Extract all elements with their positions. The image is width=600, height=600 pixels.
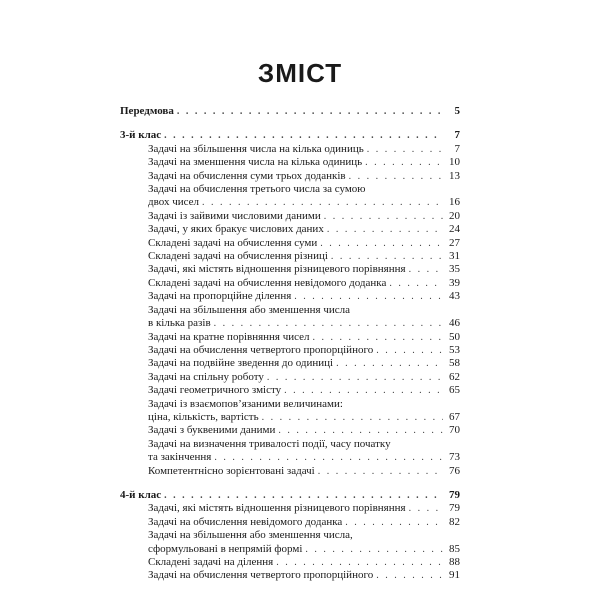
toc-entry-page: 5 (454, 105, 460, 117)
toc-entry-page: 73 (449, 451, 460, 464)
toc-section-grade4[interactable] (120, 489, 460, 502)
dot-leader (278, 424, 443, 437)
toc-entry-line (148, 344, 460, 357)
toc-entry-label: Задачі на обчислення суми трьох доданків (148, 169, 346, 182)
toc-entry-line (148, 143, 460, 156)
toc-entry-label: Задачі на визначення тривалості події, часу початку (148, 437, 391, 450)
toc-entry[interactable] (120, 384, 460, 397)
dot-leader (164, 129, 443, 142)
dot-leader (214, 317, 443, 330)
toc-entry-page: 16 (449, 196, 460, 209)
toc-entry-line (148, 556, 460, 569)
dot-leader (349, 170, 443, 183)
toc-entry-line (148, 210, 460, 223)
toc-entry-label: Задачі на збільшення або зменшення числа (148, 303, 350, 316)
toc-entry-label: Задачі на кратне порівняння чисел (148, 330, 310, 343)
toc-entry-label: Задачі на спільну роботу (148, 370, 264, 383)
toc-entry[interactable] (120, 250, 460, 263)
toc-entry-page: 58 (449, 357, 460, 370)
toc-entry-line (148, 170, 460, 183)
toc-entry[interactable] (120, 277, 460, 290)
divider (120, 478, 460, 489)
toc-entry-page: 10 (449, 156, 460, 169)
toc-entry-label: Складені задачі на обчислення різниці (148, 250, 328, 263)
toc-entry-line (148, 263, 460, 276)
toc-entry-page: 65 (449, 384, 460, 397)
toc-entry-line (148, 384, 460, 397)
toc-entry-line (148, 569, 460, 582)
dot-leader (409, 263, 443, 276)
toc-entry-label: Задачі, які містять відношення різницевого порівняння (148, 263, 406, 276)
toc-entry-line (148, 237, 460, 250)
dot-leader (389, 277, 443, 290)
toc-entry-page: 43 (449, 290, 460, 303)
toc-entry[interactable] (120, 516, 460, 529)
toc-entry-line (148, 223, 460, 236)
dot-leader (267, 371, 443, 384)
toc-entry-line (148, 196, 460, 209)
toc-entry-label: Складені задачі на обчислення невідомого доданка (148, 276, 387, 289)
toc-entry-line (148, 371, 460, 384)
toc-list-grade3 (120, 143, 460, 478)
toc-entry-page: 79 (449, 488, 460, 501)
dot-leader (320, 237, 443, 250)
toc-entry-label: Задачі на обчислення четвертого пропорційного (148, 569, 374, 582)
dot-leader (214, 451, 443, 464)
toc-entry-label: Задачі, у яких бракує числових даних (148, 223, 324, 236)
toc-entry[interactable] (120, 290, 460, 303)
toc-entry-page: 67 (449, 410, 460, 423)
toc-entry-label-continued: та закінчення (148, 451, 212, 464)
toc-entry[interactable] (120, 143, 460, 156)
toc-entry[interactable] (120, 569, 460, 582)
toc-entry-line (148, 290, 460, 303)
toc-entry-page: 7 (454, 142, 460, 155)
toc-entry-label: Складені задачі на обчислення суми (148, 236, 318, 249)
toc-entry-label: Задачі на обчислення третього числа за сумою (148, 183, 366, 196)
toc-entry-label: Задачі, які містять відношення різницевого порівняння (148, 502, 406, 515)
dot-leader (345, 516, 443, 529)
toc-entry-page: 53 (449, 343, 460, 356)
toc-entry-label-continued: ціна, кількість, вартість (148, 410, 259, 423)
toc-entry-line (148, 357, 460, 370)
toc-entry[interactable] (120, 398, 460, 425)
toc-entry-line (148, 317, 460, 330)
toc-entry[interactable] (120, 263, 460, 276)
toc-section-grade3[interactable] (120, 129, 460, 142)
toc-entry-line (148, 250, 460, 263)
toc-entry-page: 24 (449, 223, 460, 236)
dot-leader (294, 290, 443, 303)
toc-entry-line (148, 465, 460, 478)
dot-leader (376, 569, 443, 582)
dot-leader (365, 156, 443, 169)
toc-entry-page: 76 (449, 464, 460, 477)
toc-entry[interactable] (120, 170, 460, 183)
toc-entry-label: Задачі з буквеними даними (148, 424, 276, 437)
toc-entry-label: Задачі на збільшення або зменшення числа, (148, 529, 353, 542)
toc-entry[interactable] (120, 438, 460, 465)
toc-entry[interactable] (120, 331, 460, 344)
toc-entry-page: 79 (449, 502, 460, 515)
dot-leader (313, 331, 443, 344)
toc-entry-label: Задачі геометричного змісту (148, 384, 282, 397)
toc-entry-page: 39 (449, 276, 460, 289)
toc-entry-line (148, 516, 460, 529)
toc-entry-line (148, 502, 460, 515)
toc-entry-intro[interactable] (120, 105, 460, 118)
toc-entry-label: Складені задачі на ділення (148, 556, 274, 568)
toc-entry-label-continued: в кілька разів (148, 317, 211, 330)
toc-entry-line (148, 331, 460, 344)
toc-entry-label: Задачі із зайвими числовими даними (148, 209, 321, 222)
toc-entry-label-continued: сформульовані в непрямій формі (148, 542, 303, 555)
toc-section-label: 3-й клас (120, 129, 162, 142)
dot-leader (367, 143, 443, 156)
toc-entry[interactable] (120, 183, 460, 210)
dot-leader (262, 411, 443, 424)
toc-entry[interactable] (120, 357, 460, 370)
dot-leader (318, 465, 443, 478)
toc-entry-line (148, 277, 460, 290)
toc-entry-page: 46 (449, 317, 460, 330)
toc-entry-label: Задачі на пропорційне ділення (148, 290, 292, 303)
toc-entry-page: 13 (449, 169, 460, 182)
toc-entry-label: Задачі на зменшення числа на кілька одиниць (148, 156, 363, 169)
toc-entry[interactable] (120, 465, 460, 478)
toc-entry[interactable] (120, 556, 460, 569)
dot-leader (164, 489, 443, 502)
toc-entry-line (148, 411, 460, 424)
dot-leader (276, 556, 443, 569)
toc-entry-page: 70 (449, 424, 460, 437)
toc-entry[interactable] (120, 304, 460, 331)
toc-entry-page: 27 (449, 236, 460, 249)
toc-entry-page: 7 (454, 129, 460, 142)
toc-entry-label: Задачі із взаємопов’язаними величинами: (148, 397, 343, 410)
toc-entry-page: 62 (449, 370, 460, 383)
toc-entry-page: 35 (449, 263, 460, 276)
toc-entry-page: 50 (449, 330, 460, 343)
toc-entry[interactable] (120, 502, 460, 515)
toc-entry-label: Задачі на обчислення четвертого пропорційного (148, 343, 374, 356)
toc-entry-label: Задачі на обчислення невідомого доданка (148, 515, 343, 528)
toc-entry[interactable] (120, 344, 460, 357)
toc-entry-page: 91 (449, 569, 460, 582)
toc-entry-label: Задачі на збільшення числа на кілька одиниць (148, 142, 364, 155)
dot-leader (327, 223, 443, 236)
toc-list-grade4 (120, 502, 460, 582)
toc-entry-label: Задачі на подвійне зведення до одиниці (148, 357, 334, 370)
dot-leader (336, 357, 443, 370)
toc-entry-page: 31 (449, 250, 460, 263)
dot-leader (202, 196, 443, 209)
toc-entry-page: 85 (449, 542, 460, 555)
toc-entry[interactable] (120, 156, 460, 169)
toc-entry-line (148, 156, 460, 169)
dot-leader (409, 502, 443, 515)
toc-entry-page: 88 (449, 556, 460, 568)
toc-entry[interactable] (120, 223, 460, 236)
toc-entry[interactable] (120, 371, 460, 384)
toc-entry-label-continued: двох чисел (148, 196, 199, 209)
toc-entry-label: Передмова (120, 105, 174, 117)
dot-leader (284, 384, 443, 397)
dot-leader (305, 543, 443, 556)
toc-entry[interactable] (120, 424, 460, 437)
toc-entry[interactable] (120, 529, 460, 556)
divider (120, 118, 460, 129)
toc-section-label: 4-й клас (120, 488, 162, 501)
toc-entry-line (148, 451, 460, 464)
table-of-contents (120, 105, 460, 583)
toc-entry-line (148, 424, 460, 437)
page-title: ЗМІСТ (257, 58, 343, 88)
toc-entry-page: 82 (449, 515, 460, 528)
dot-leader (177, 105, 443, 118)
toc-entry-line (148, 543, 460, 556)
toc-entry[interactable] (120, 210, 460, 223)
dot-leader (324, 210, 443, 223)
dot-leader (376, 344, 443, 357)
toc-entry-page: 20 (449, 209, 460, 222)
toc-entry[interactable] (120, 237, 460, 250)
dot-leader (331, 250, 443, 263)
toc-entry-label: Компетентнісно зорієнтовані задачі (148, 464, 315, 477)
